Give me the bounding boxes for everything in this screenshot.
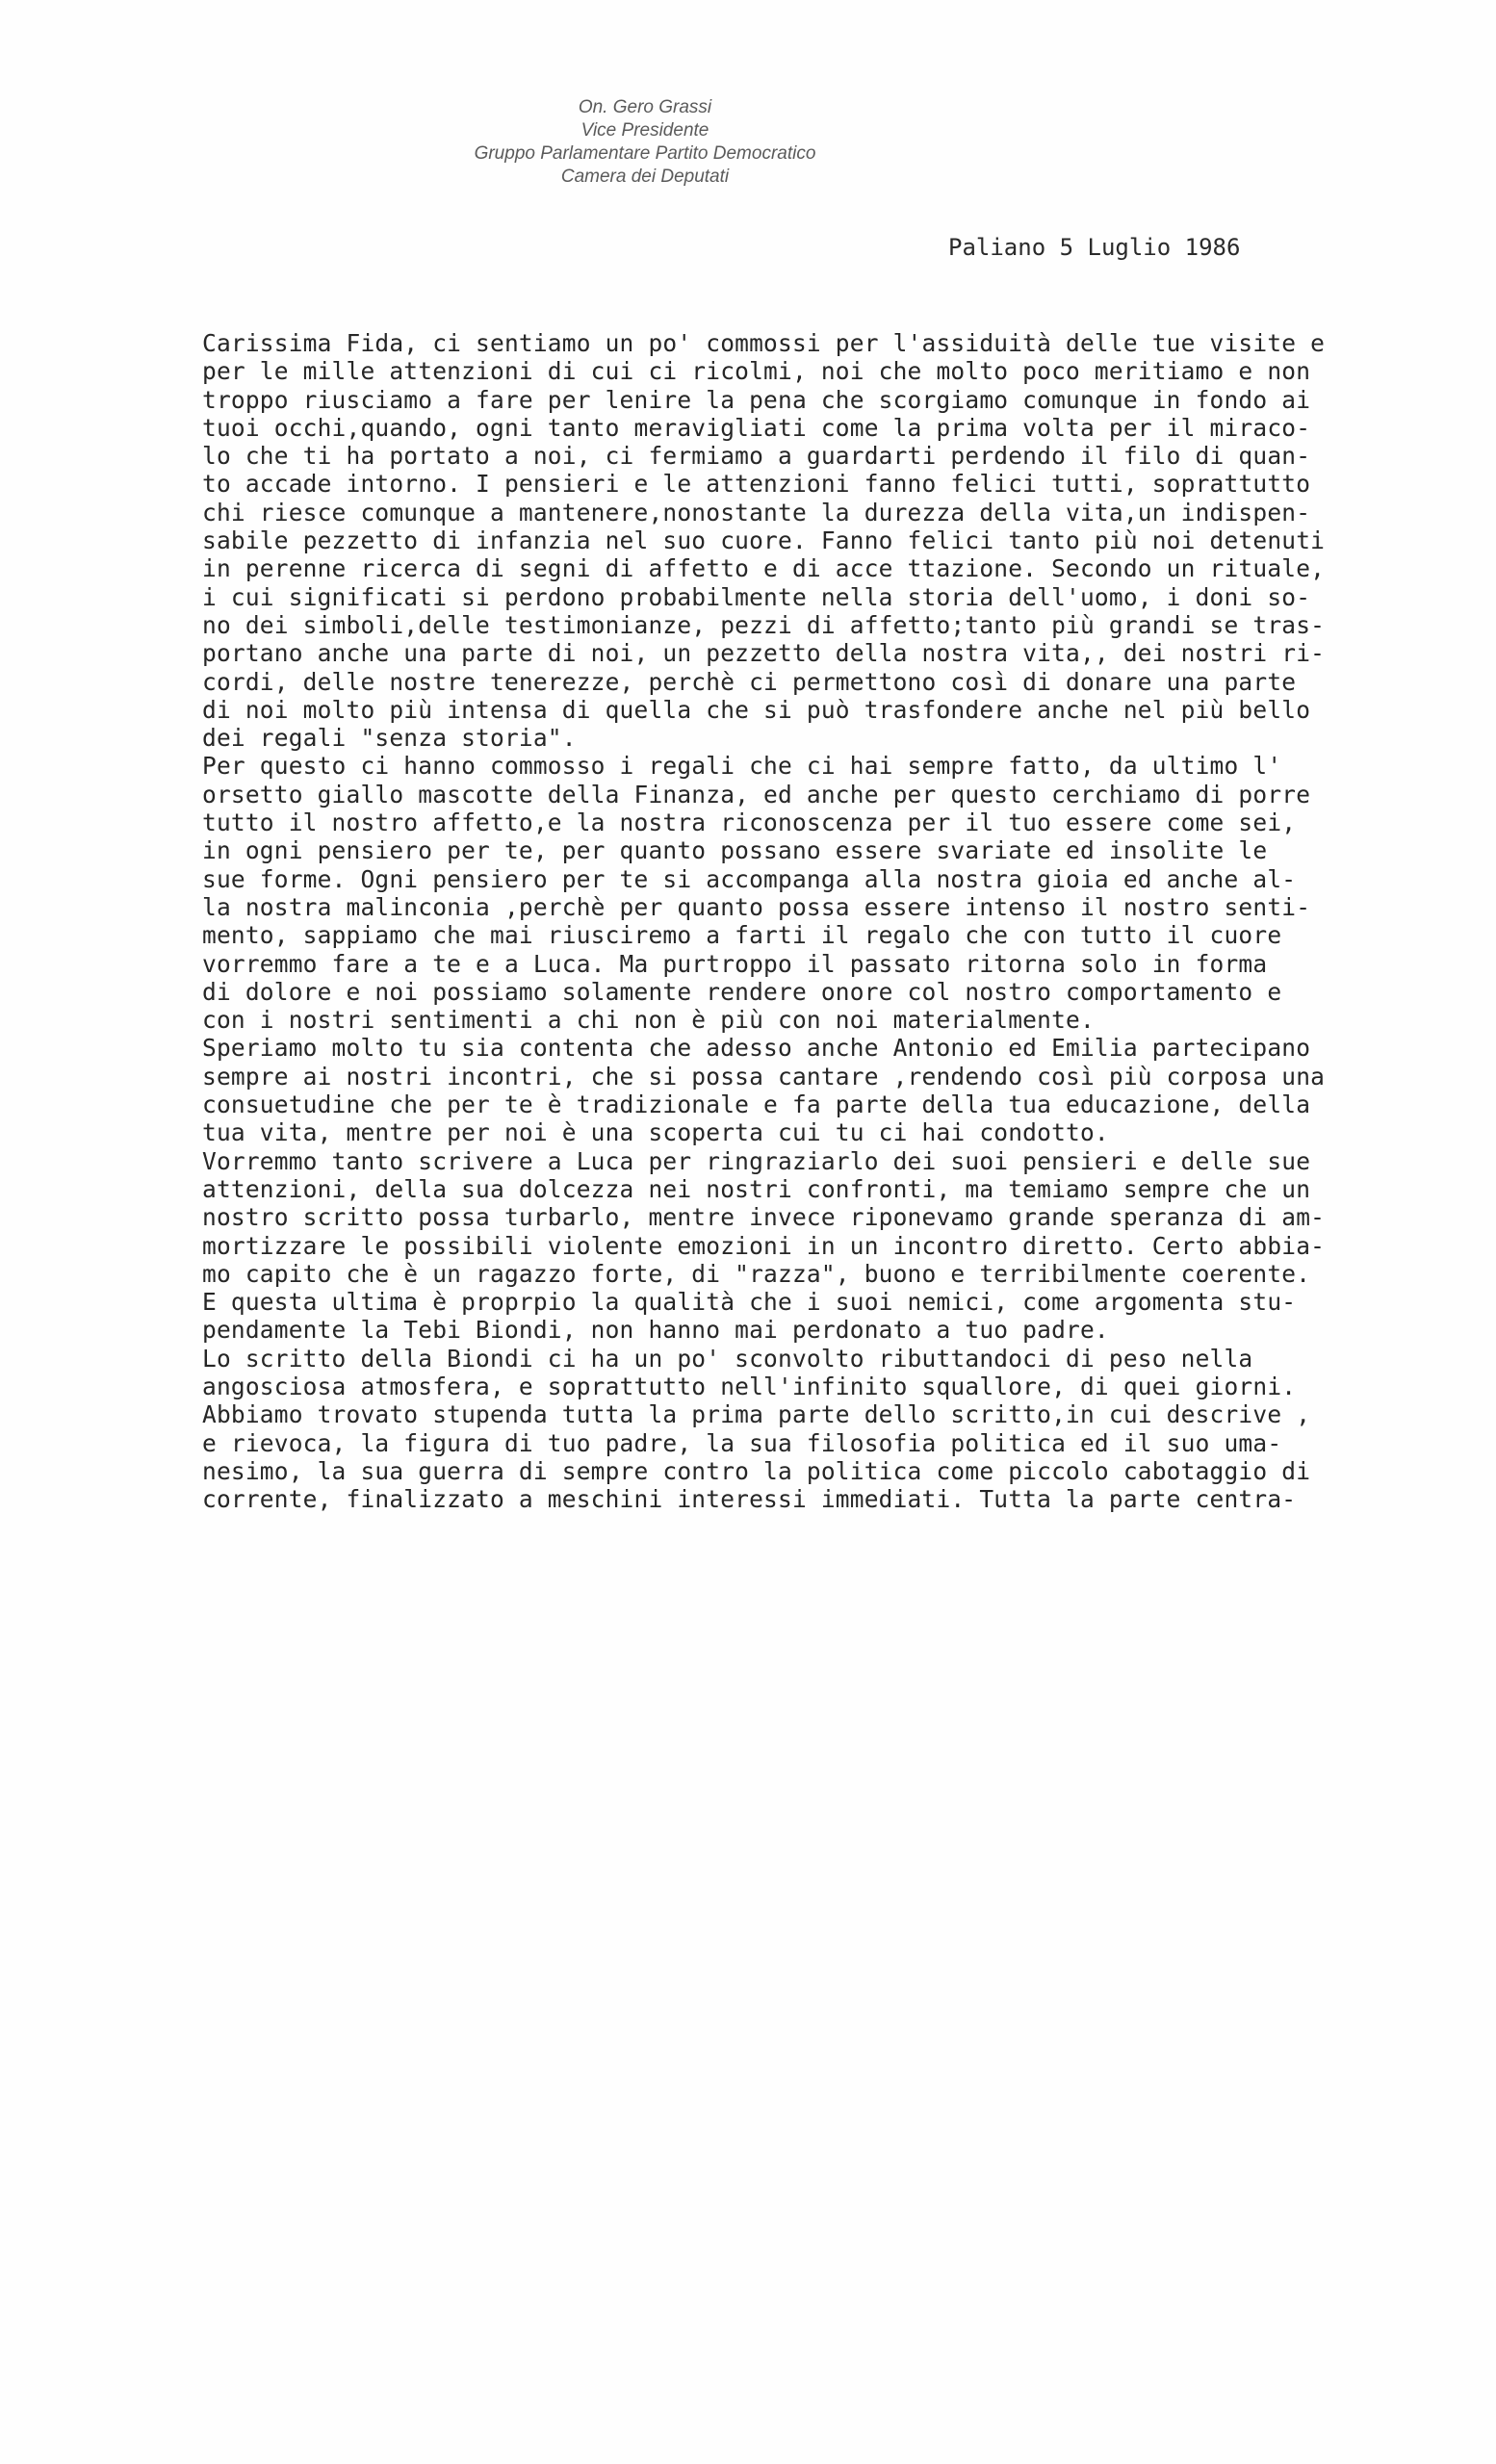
body-line: chi riesce comunque a mantenere,nonostante la durezza della vita,un indispen- bbox=[202, 498, 1311, 526]
body-line: sempre ai nostri incontri, che si possa cantare ,rendendo così più corposa una bbox=[202, 1062, 1326, 1091]
body-line: mento, sappiamo che mai riusciremo a farti il regalo che con tutto il cuore bbox=[202, 921, 1282, 950]
body-line: Vorremmo tanto scrivere a Luca per ringraziarlo dei suoi pensieri e delle sue bbox=[202, 1146, 1311, 1175]
body-line: la nostra malinconia ,perchè per quanto possa essere intenso il nostro senti- bbox=[202, 892, 1311, 921]
body-line: dei regali "senza storia". bbox=[202, 724, 577, 753]
body-line: nostro scritto possa turbarlo, mentre invece riponevamo grande speranza di am- bbox=[202, 1203, 1326, 1232]
body-line: sabile pezzetto di infanzia nel suo cuore. Fanno felici tanto più noi detenuti bbox=[202, 526, 1326, 555]
dateline: Paliano 5 Luglio 1986 bbox=[948, 234, 1241, 261]
body-line: cordi, delle nostre tenerezze, perchè ci permettono così di donare una parte bbox=[202, 667, 1297, 696]
body-line: E questa ultima è proprpio la qualità che i suoi nemici, come argomenta stu- bbox=[202, 1288, 1297, 1317]
body-line: in perenne ricerca di segni di affetto e di acce ttazione. Secondo un rituale, bbox=[202, 554, 1326, 583]
body-line: portano anche una parte di noi, un pezzetto della nostra vita,, dei nostri ri- bbox=[202, 639, 1326, 668]
body-line: in ogni pensiero per te, per quanto possano essere svariate ed insolite le bbox=[202, 836, 1268, 865]
body-line: attenzioni, della sua dolcezza nei nostri confronti, ma temiamo sempre che un bbox=[202, 1174, 1311, 1203]
body-line: consuetudine che per te è tradizionale e fa parte della tua educazione, della bbox=[202, 1091, 1311, 1119]
body-line: tuoi occhi,quando, ogni tanto meravigliati come la prima volta per il miraco- bbox=[202, 413, 1311, 442]
body-line: e rievoca, la figura di tuo padre, la sua filosofia politica ed il suo uma- bbox=[202, 1428, 1282, 1457]
body-line: di dolore e noi possiamo solamente rendere onore col nostro comportamento e bbox=[202, 977, 1282, 1006]
body-line: Speriamo molto tu sia contenta che adesso anche Antonio ed Emilia partecipano bbox=[202, 1034, 1311, 1063]
body-line: mortizzare le possibili violente emozioni in un incontro diretto. Certo abbia- bbox=[202, 1231, 1326, 1260]
body-line: pendamente la Tebi Biondi, non hanno mai perdonato a tuo padre. bbox=[202, 1316, 1109, 1345]
body-line: sue forme. Ogni pensiero per te si accompanga alla nostra gioia ed anche al- bbox=[202, 864, 1297, 893]
letterhead bbox=[443, 96, 847, 189]
body-line: no dei simboli,delle testimonianze, pezzi di affetto;tanto più grandi se tras- bbox=[202, 610, 1326, 639]
letterhead-name: On. Gero Grassi bbox=[578, 97, 712, 117]
body-line: angosciosa atmosfera, e soprattutto nell'infinito squallore, di quei giorni. bbox=[202, 1372, 1297, 1400]
body-line: troppo riusciamo a fare per lenire la pena che scorgiamo comunque in fondo ai bbox=[202, 385, 1311, 414]
body-line: Per questo ci hanno commosso i regali che ci hai sempre fatto, da ultimo l' bbox=[202, 752, 1282, 781]
body-line: to accade intorno. I pensieri e le attenzioni fanno felici tutti, soprattutto bbox=[202, 470, 1311, 499]
letterhead-institution: Camera dei Deputati bbox=[560, 167, 730, 187]
body-line: Abbiamo trovato stupenda tutta la prima parte dello scritto,in cui descrive , bbox=[202, 1400, 1311, 1429]
letterhead-role: Vice Presidente bbox=[580, 120, 709, 141]
body-line: tutto il nostro affetto,e la nostra riconoscenza per il tuo essere come sei, bbox=[202, 808, 1297, 837]
body-line: mo capito che è un ragazzo forte, di "razza", buono e terribilmente coerente. bbox=[202, 1259, 1311, 1288]
letter-body bbox=[202, 329, 1357, 1513]
letterhead-group: Gruppo Parlamentare Partito Democratico bbox=[474, 143, 816, 164]
body-line: con i nostri sentimenti a chi non è più con noi materialmente. bbox=[202, 1006, 1095, 1035]
body-line: per le mille attenzioni di cui ci ricolmi, noi che molto poco meritiamo e non bbox=[202, 357, 1311, 386]
body-line: di noi molto più intensa di quella che si può trasfondere anche nel più bello bbox=[202, 695, 1311, 724]
body-line: orsetto giallo mascotte della Finanza, ed anche per questo cerchiamo di porre bbox=[202, 780, 1311, 808]
body-line: Lo scritto della Biondi ci ha un po' sconvolto ributtandoci di peso nella bbox=[202, 1344, 1253, 1373]
body-line: nesimo, la sua guerra di sempre contro la politica come piccolo cabotaggio di bbox=[202, 1456, 1311, 1485]
body-line: tua vita, mentre per noi è una scoperta cui tu ci hai condotto. bbox=[202, 1118, 1109, 1147]
body-line: lo che ti ha portato a noi, ci fermiamo a guardarti perdendo il filo di quan- bbox=[202, 442, 1311, 471]
body-line: corrente, finalizzato a meschini interessi immediati. Tutta la parte centra- bbox=[202, 1485, 1297, 1514]
body-line: i cui significati si perdono probabilmente nella storia dell'uomo, i doni so- bbox=[202, 582, 1311, 611]
body-line: Carissima Fida, ci sentiamo un po' commossi per l'assiduità delle tue visite e bbox=[202, 329, 1326, 357]
body-line: vorremmo fare a te e a Luca. Ma purtroppo il passato ritorna solo in forma bbox=[202, 949, 1268, 978]
